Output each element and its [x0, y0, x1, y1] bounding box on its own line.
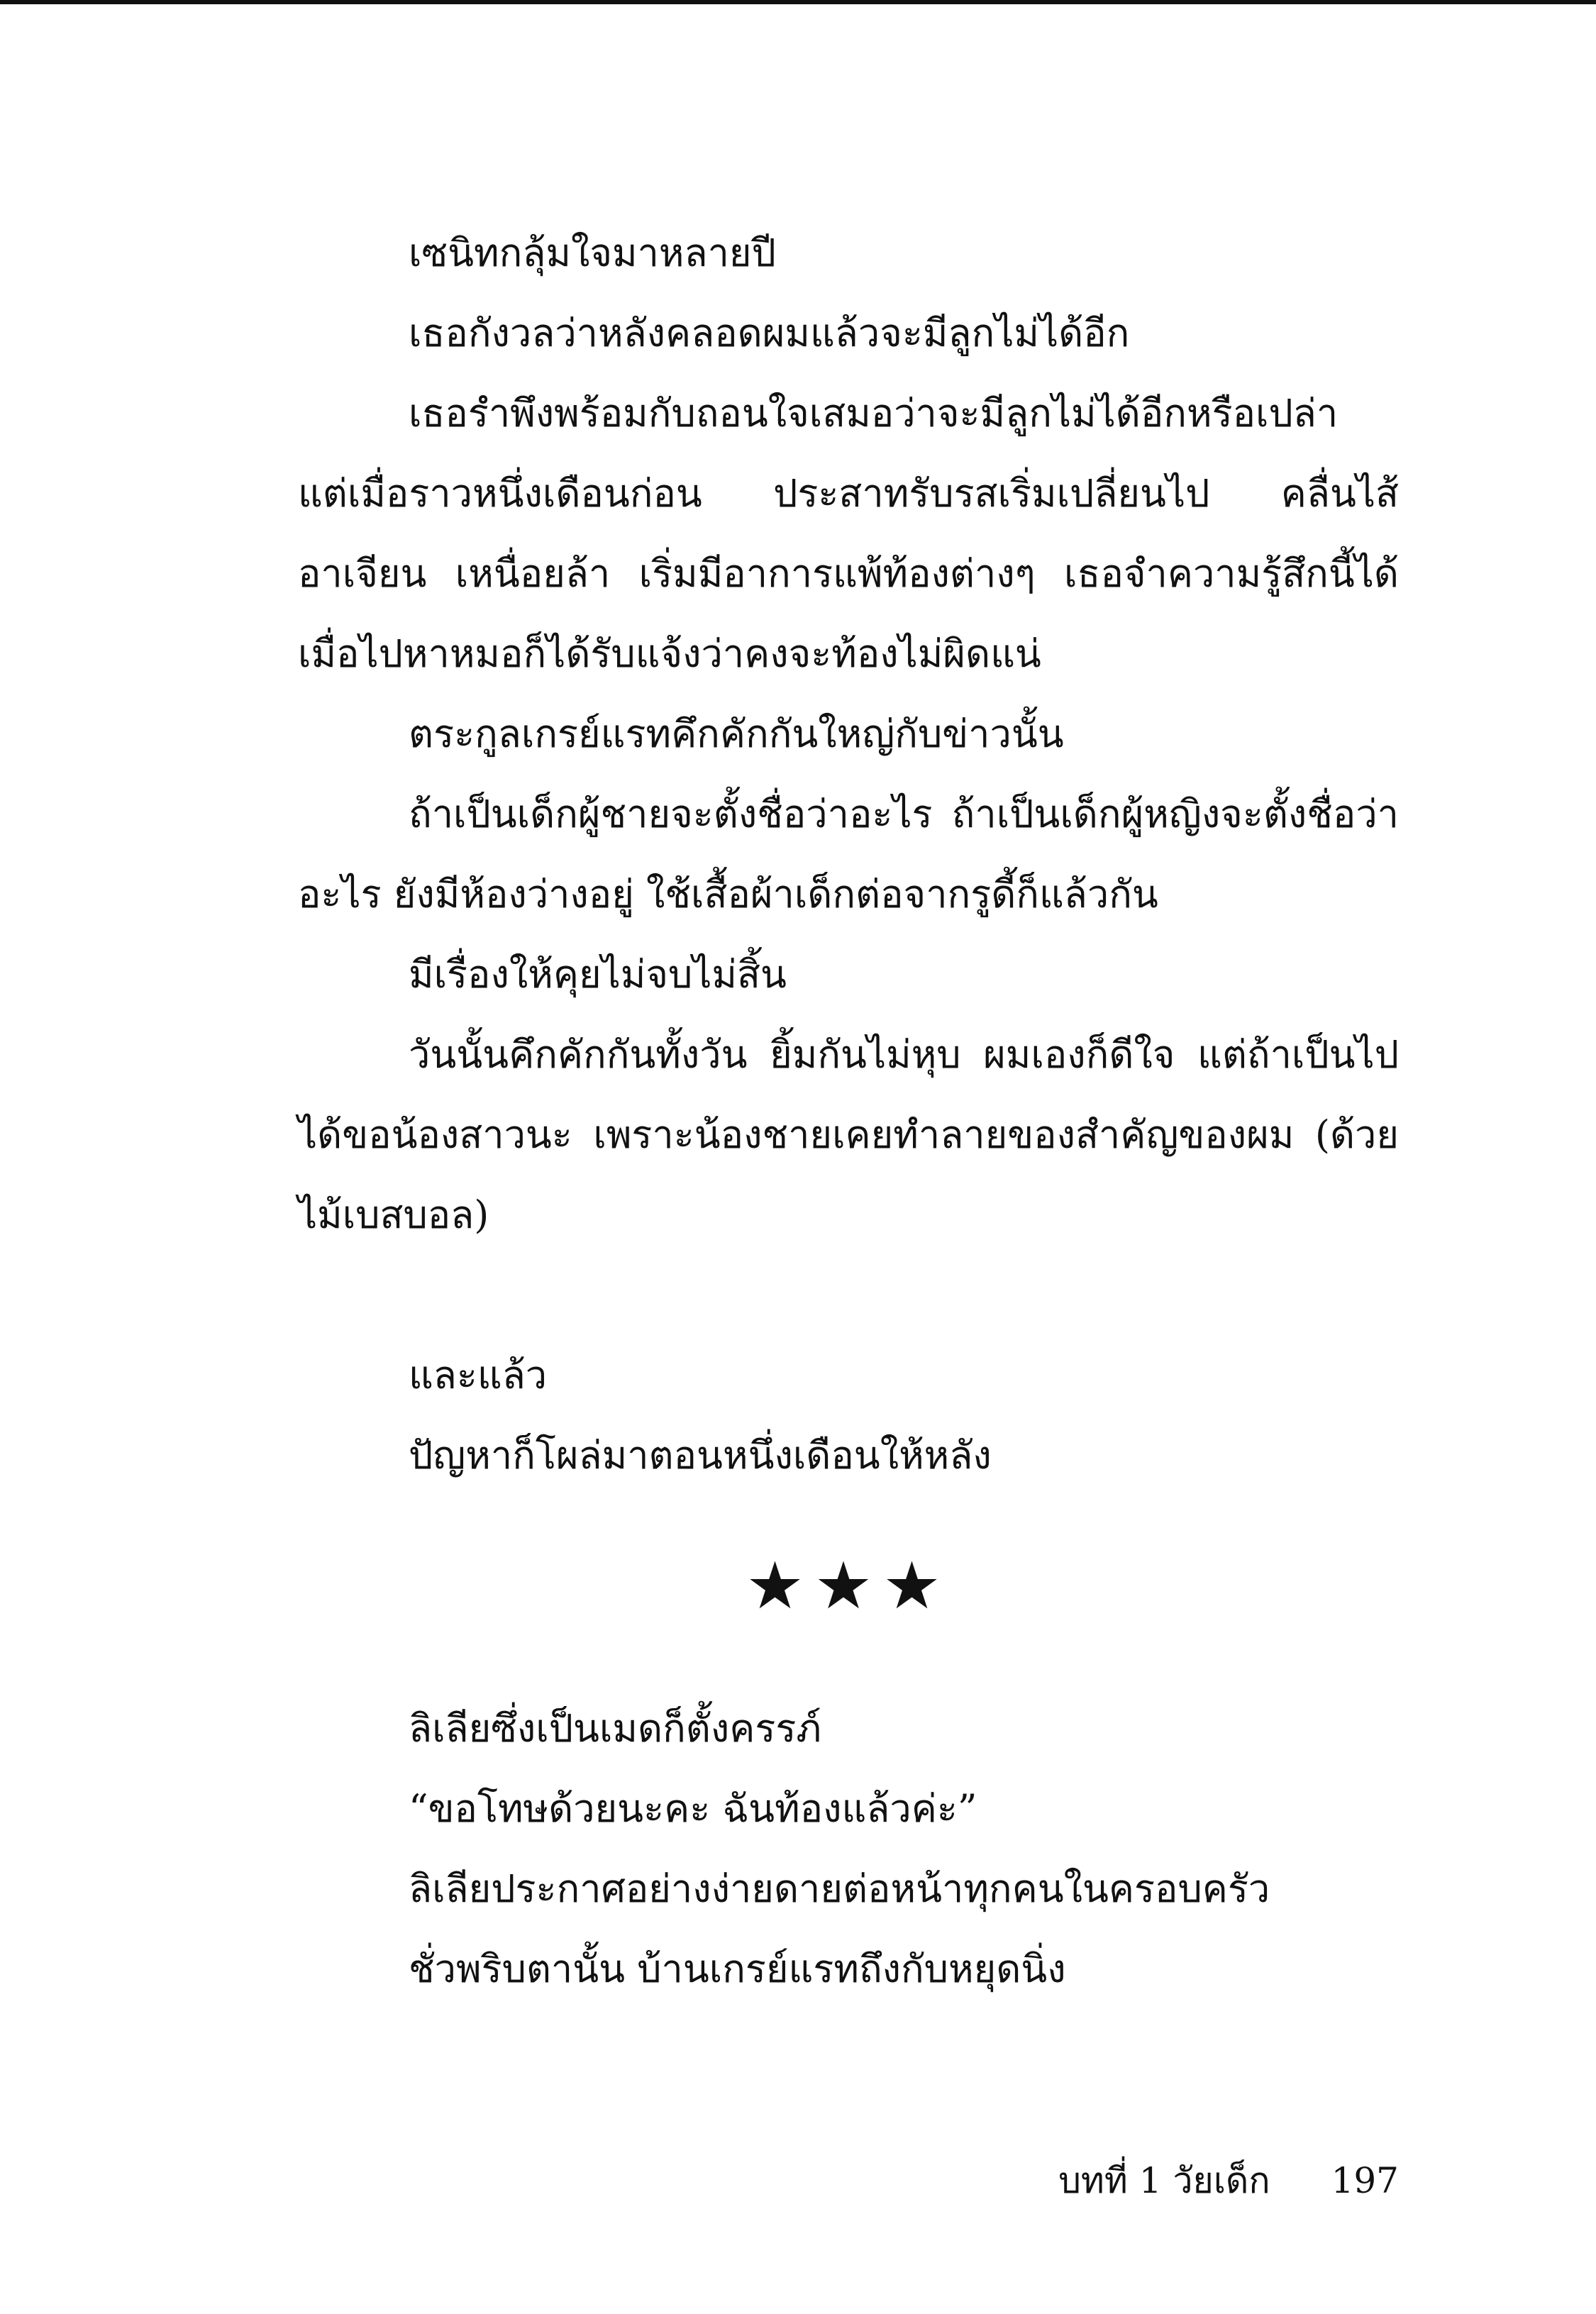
page-body: [298, 213, 1399, 2009]
running-footer-chapter: บทที่ 1 วัยเด็ก: [1058, 2160, 1270, 2201]
paragraph: ชั่วพริบตานั้น บ้านเกรย์แรทถึงกับหยุดนิ่ง: [409, 1947, 1066, 1991]
paragraph: และแล้ว: [409, 1353, 548, 1397]
paragraph: เธอรำพึงพร้อมกับถอนใจเสมอว่าจะมีลูกไม่ได้อีกหรือเปล่า แต่เมื่อราวหนึ่งเดือนก่อน ประสาทรับรสเริ่มเปลี่ยนไป คลื่นไส้ อาเจียน เหนื่อยล้า เริ่มมีอาการแพ้ท้องต่างๆ เธอจำความรู้สึกนี้ได้เมื่อไปหาหมอก็ได้รับแจ้งว่าคงจะท้องไม่ผิดแน่: [298, 391, 1399, 676]
paragraph: เซนิทกลุ้มใจมาหลายปี: [409, 231, 776, 275]
paragraph: เธอกังวลว่าหลังคลอดผมแล้วจะมีลูกไม่ได้อีก: [409, 311, 1130, 355]
page-number: 197: [1331, 2160, 1399, 2201]
paragraph: ตระกูลเกรย์แรทคึกคักกันใหญ่กับข่าวนั้น: [409, 712, 1064, 756]
page-footer: [1058, 2152, 1399, 2209]
paragraph: ถ้าเป็นเด็กผู้ชายจะตั้งชื่อว่าอะไร ถ้าเป็นเด็กผู้หญิงจะตั้งชื่อว่าอะไร ยังมีห้องว่างอยู่ ใช้เสื้อผ้าเด็กต่อจากรูดี้ก็แล้วกัน: [298, 792, 1399, 917]
paragraph: ลิเลียซึ่งเป็นเมดก็ตั้งครรภ์: [409, 1706, 821, 1751]
page-top-edge: [0, 0, 1596, 4]
paragraph: ลิเลียประกาศอย่างง่ายดายต่อหน้าทุกคนในครอบครัว: [409, 1866, 1270, 1911]
paragraph: ปัญหาก็โผล่มาตอนหนึ่งเดือนให้หลัง: [409, 1433, 992, 1478]
paragraph: วันนั้นคึกคักกันทั้งวัน ยิ้มกันไม่หุบ ผมเองก็ดีใจ แต่ถ้าเป็นไปได้ขอน้องสาวนะ เพราะน้องชายเคยทำลายของสำคัญของผม (ด้วยไม้เบสบอล): [298, 1032, 1399, 1237]
paragraph: มีเรื่องให้คุยไม่จบไม่สิ้น: [409, 952, 787, 997]
scene-break-stars: ★★★: [746, 1548, 951, 1624]
section-gap: [298, 1255, 1399, 1335]
paragraph: “ขอโทษด้วยนะคะ ฉันท้องแล้วค่ะ”: [409, 1786, 977, 1831]
